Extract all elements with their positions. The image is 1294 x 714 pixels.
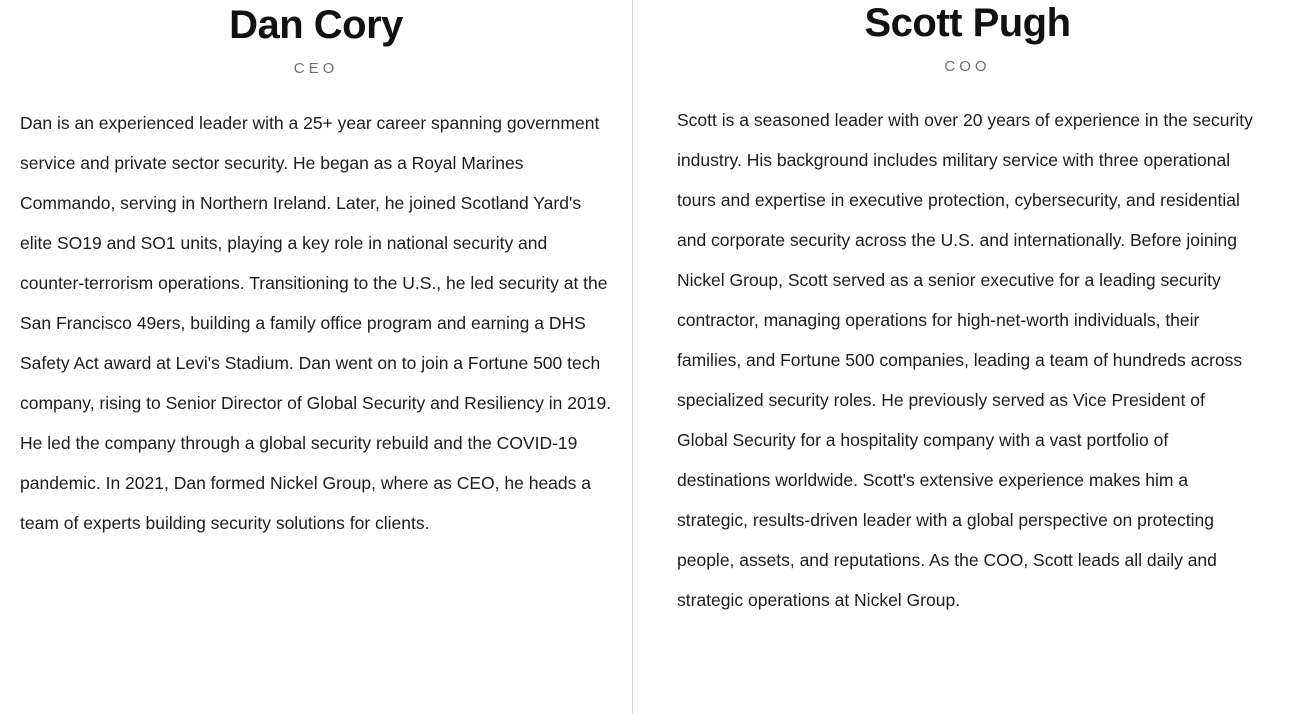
bio-card-ceo bbox=[0, 0, 632, 714]
bio-description: Scott is a seasoned leader with over 20 years of experience in the security industry. His background includes military service with three operational tours and expertise in executive protection, cybersecurity, and residential and corporate security across the U.S. and internationally. Before joining Nickel Group, Scott served as a senior executive for a leading security contractor, managing operations for high-net-worth individuals, their families, and Fortune 500 companies, leading a team of hundreds across specialized security roles. He previously served as Vice President of Global Security for a hospitality company with a vast portfolio of destinations worldwide. Scott's extensive experience makes him a strategic, results-driven leader with a global perspective on protecting people, assets, and reputations. As the COO, Scott leads all daily and strategic operations at Nickel Group. bbox=[677, 110, 1253, 610]
bio-name: Scott Pugh bbox=[864, 1, 1071, 45]
bio-title: COO bbox=[944, 58, 991, 75]
bio-name: Dan Cory bbox=[229, 3, 403, 47]
bio-description: Dan is an experienced leader with a 25+ year career spanning government service and private sector security. He began as a Royal Marines Commando, serving in Northern Ireland. Later, he joined Scotland Yard's elite SO19 and SO1 units, playing a key role in national security and counter-terrorism operations. Transitioning to the U.S., he led security at the San Francisco 49ers, building a family office program and earning a DHS Safety Act award at Levi's Stadium. Dan went on to join a Fortune 500 tech company, rising to Senior Director of Global Security and Resiliency in 2019. He led the company through a global security rebuild and the COVID-19 pandemic. In 2021, Dan formed Nickel Group, where as CEO, he heads a team of experts building security solutions for clients. bbox=[20, 113, 612, 533]
bio-card-coo bbox=[632, 0, 1294, 714]
bio-title: CEO bbox=[293, 60, 339, 77]
